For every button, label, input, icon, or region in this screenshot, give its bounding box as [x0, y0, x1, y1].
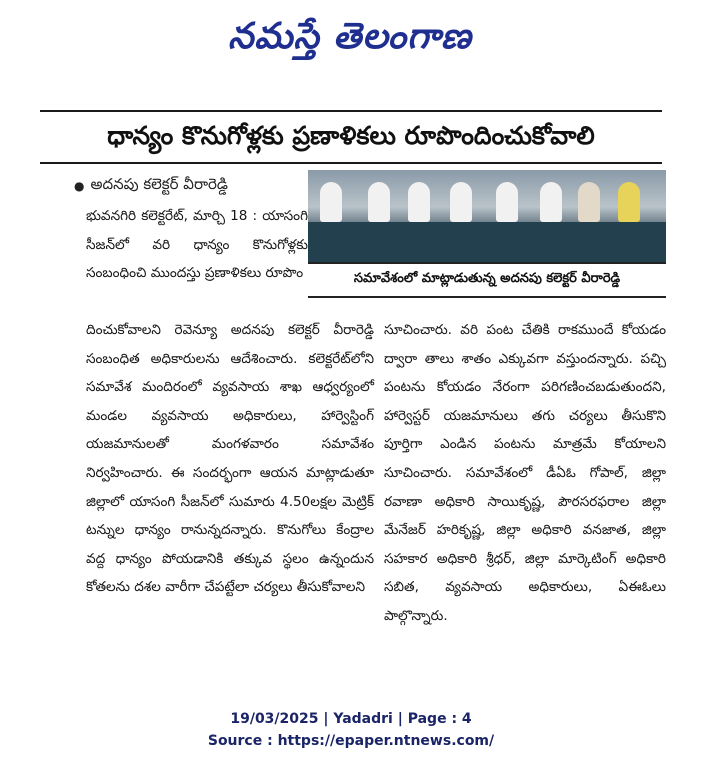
photo-person [496, 182, 518, 222]
photo-person [408, 182, 430, 222]
headline-top-rule [40, 110, 662, 112]
footer [0, 708, 702, 752]
article-body-left-top: భువనగిరి కలెక్టరేట్, మార్చి 18 : యాసంగి సీజన్‌లో వరి ధాన్యం కొనుగోళ్లకు సంబంధించి ముందస్తు ప్రణాళికలు రూపొం [86, 208, 308, 282]
photo-person [450, 182, 472, 222]
article-body-right: సూచించారు. వరి పంట చేతికి రాకముందే కోయడం ద్వారా తాలు శాతం ఎక్కువగా వస్తుందన్నారు. పచ్చి పంటను కోయడం నేరంగా పరిగణించబడుతుందని, హార్వెస్టర్ యజమానులు తగు చర్యలు తీసుకొని పూర్తిగా ఎండిన పంటను మాత్రమే కోయాలని సూచించారు. సమావేశంలో డీఏఓ గోపాల్, జిల్లా రవాణా అధికారి సాయికృష్ణ, పౌరసరఫరాల జిల్లా మేనేజర్ హరికృష్ణ, జిల్లా అధికారి వనజాత, జిల్లా సహకార అధికారి శ్రీధర్, జిల్లా మార్కెటింగ్ అధికారి సబిత, వ్యవసాయ అధికారులు, ఏఈఓలు పాల్గొన్నారు. [384, 322, 666, 624]
footer-source: Source : https://epaper.ntnews.com/ [207, 733, 495, 749]
article-body-left: దించుకోవాలని రెవెన్యూ అదనపు కలెక్టర్ వీరారెడ్డి సంబంధిత అధికారులను ఆదేశించారు. కలెక్టరేట్‌లోని సమావేశ మందిరంలో వ్యవసాయ శాఖ ఆధ్వర్యంలో మండల వ్యవసాయ అధికారులు, హార్వెస్టింగ్ యజమానులతో మంగళవారం సమావేశం నిర్వహించారు. ఈ సందర్భంగా ఆయన మాట్లాడుతూ జిల్లాలో యాసంగి సీజన్‌లో సుమారు 4.50లక్షల మెట్రిక్ టన్నుల ధాన్యం రానున్నదన్నారు. కొనుగోలు కేంద్రాల వద్ద ధాన్యం పోయడానికి తక్కువ స్థలం ఉన్నందున కోతలను దశల వారీగా చేపట్టేలా చర్యలు తీసుకోవాలని [86, 322, 374, 596]
byline [74, 174, 314, 198]
masthead-logo: నమస్తే తెలంగాణ [228, 16, 472, 57]
photo-caption: సమావేశంలో మాట్లాడుతున్న అదనపు కలెక్టర్ వీరారెడ్డి [308, 262, 666, 298]
bullet-icon: ● [74, 179, 85, 193]
byline-text: అదనపు కలెక్టర్ వీరారెడ్డి [90, 175, 229, 193]
headline: ధాన్యం కొనుగోళ్లకు ప్రణాళికలు రూపొందించుకోవాలి [107, 121, 595, 150]
photo-person [368, 182, 390, 222]
photo-person [540, 182, 562, 222]
news-photo [308, 170, 666, 262]
footer-dateline: 19/03/2025 | Yadadri | Page : 4 [230, 711, 472, 727]
headline-bottom-rule [40, 162, 662, 164]
photo-person [320, 182, 342, 222]
photo-table [308, 222, 666, 262]
photo-person [578, 182, 600, 222]
photo-person [618, 182, 640, 222]
